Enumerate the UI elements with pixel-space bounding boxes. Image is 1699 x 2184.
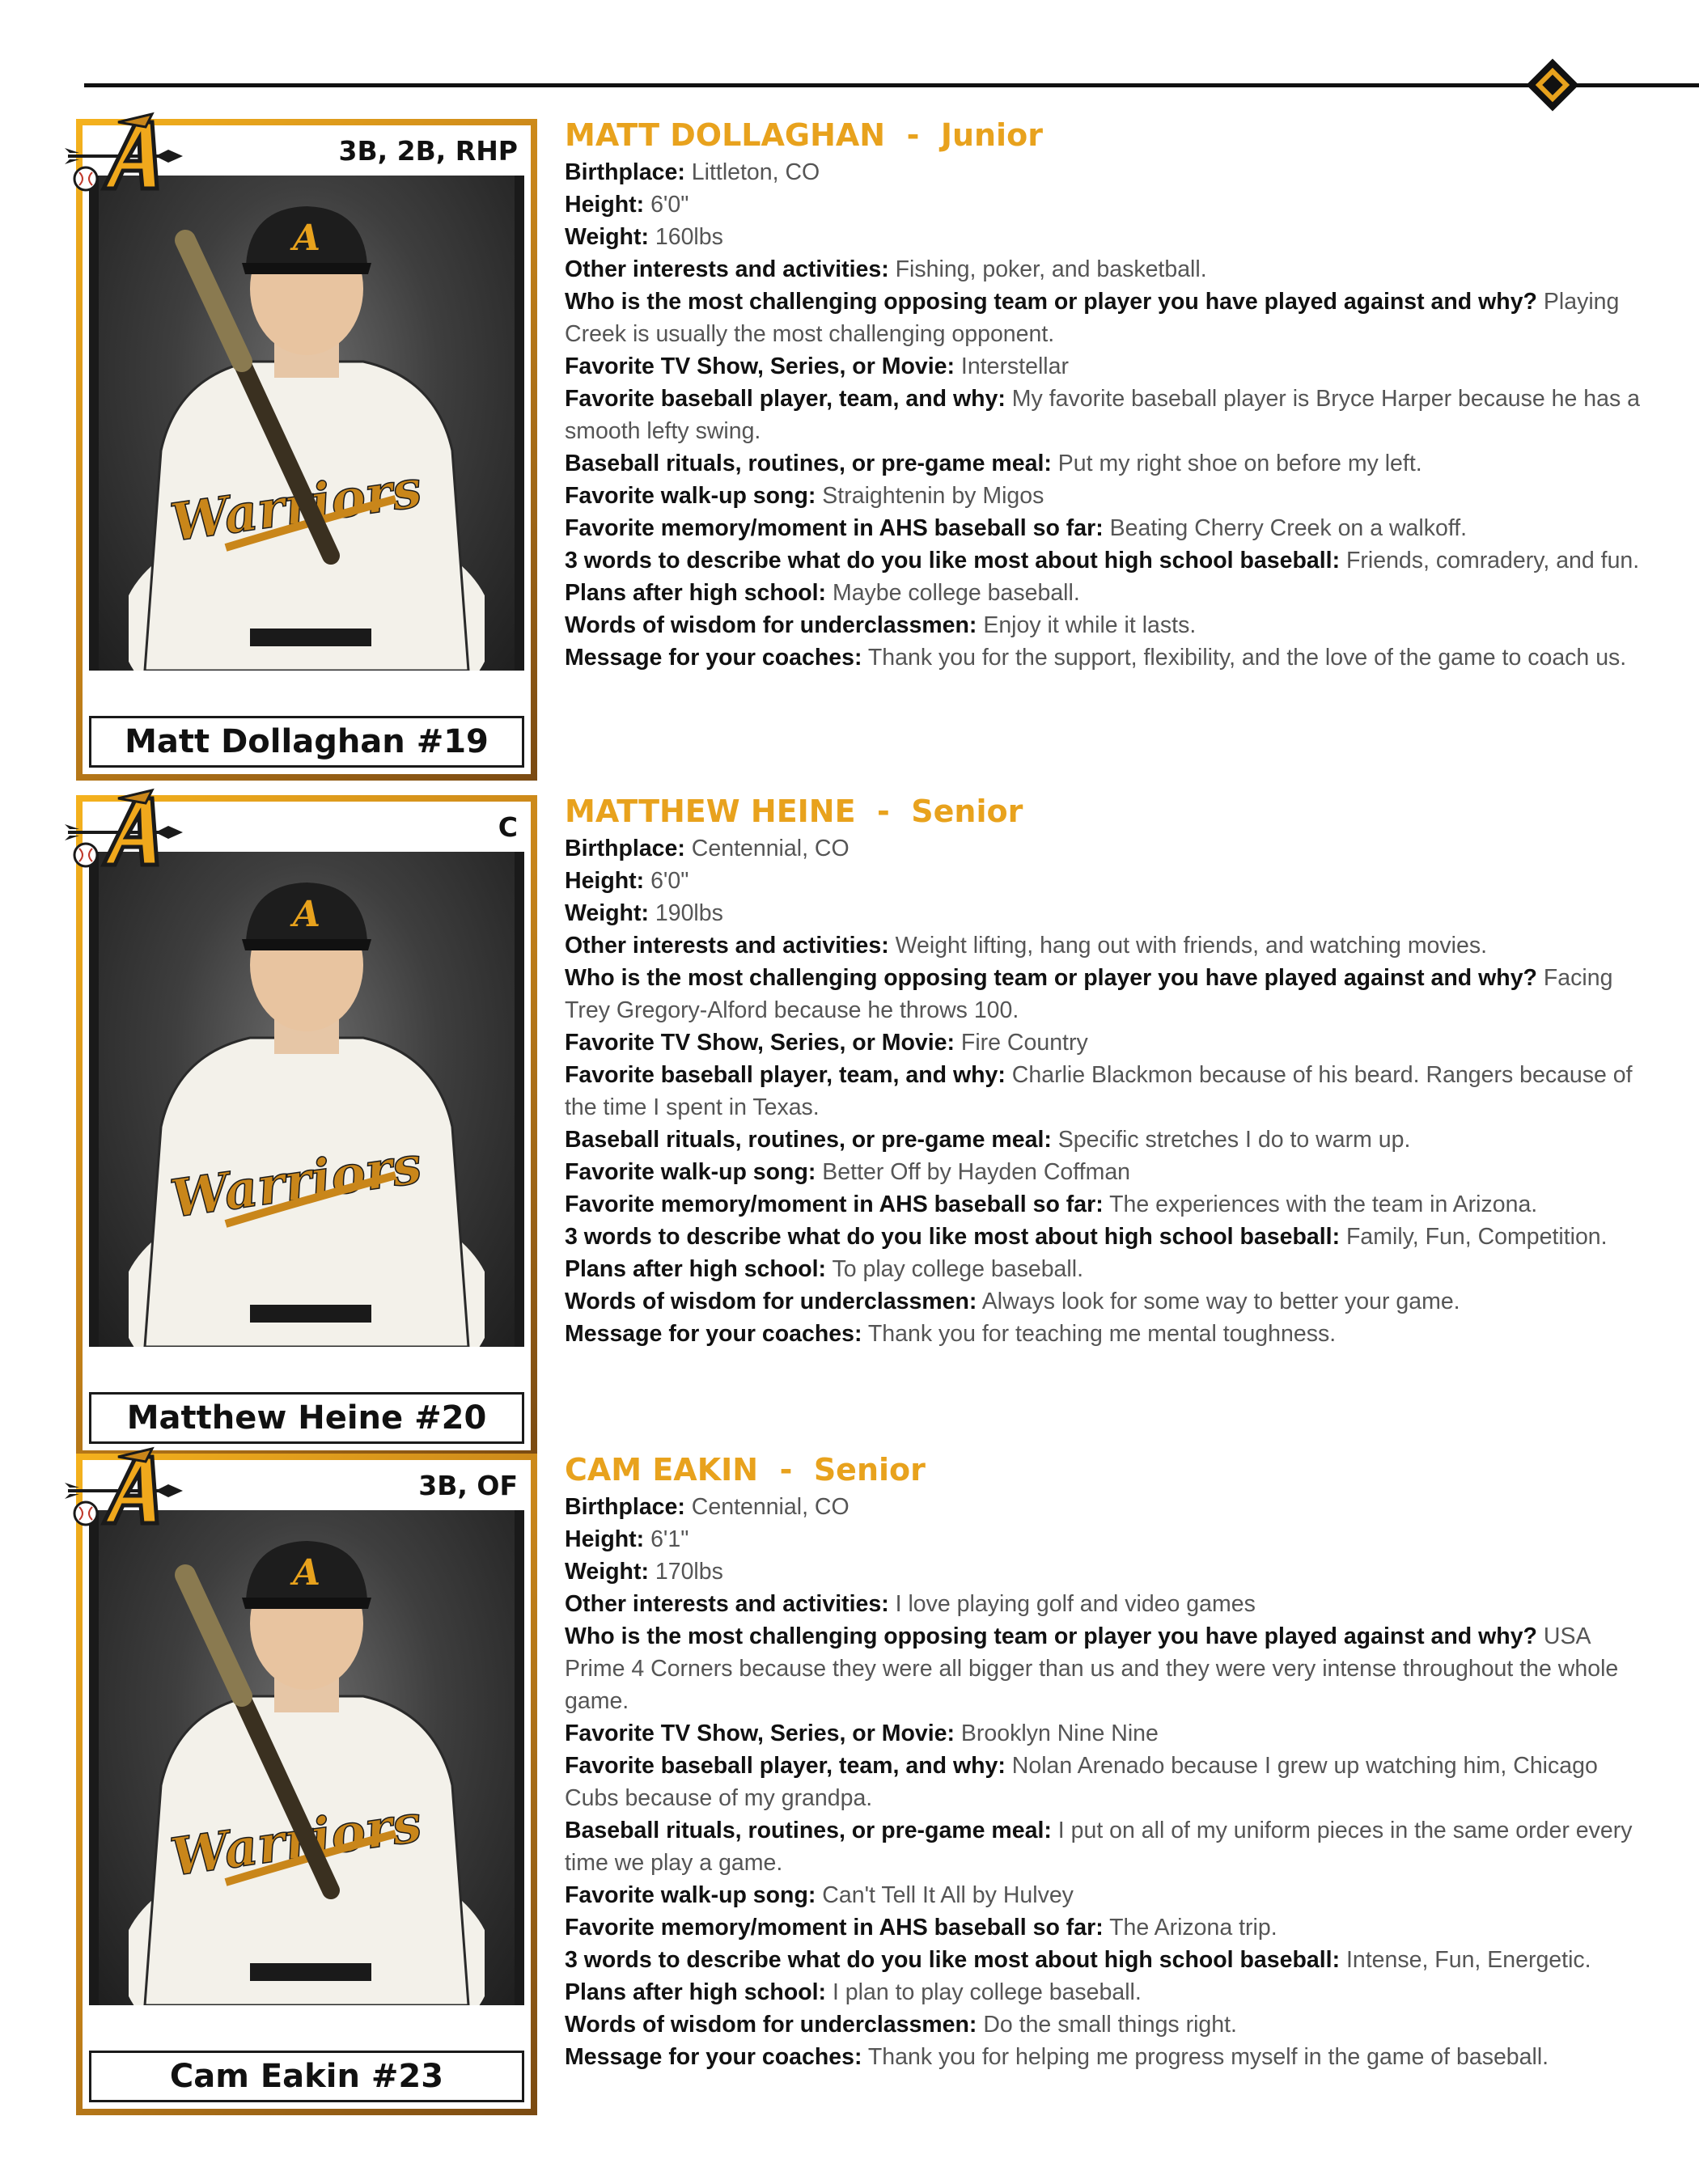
answer-text: Thank you for teaching me mental toughness. — [867, 1321, 1337, 1347]
question-label: Baseball rituals, routines, or pre-game meal: — [565, 451, 1052, 476]
answer-text: 160lbs — [655, 224, 723, 250]
answer-text: Maybe college baseball. — [832, 580, 1080, 606]
answer-text: Specific stretches I do to warm up. — [1057, 1127, 1411, 1153]
question-label: Message for your coaches: — [565, 1321, 862, 1347]
player-info — [565, 795, 1641, 1350]
question-label: Birthplace: — [565, 159, 685, 185]
answer-text: I love playing golf and video games — [895, 1591, 1256, 1617]
qa-row — [565, 929, 1641, 962]
answer-text: Thank you for helping me progress myself in the game of baseball. — [867, 2044, 1549, 2070]
player-photo — [129, 1510, 485, 2005]
qa-row — [565, 1253, 1641, 1285]
heading-separator: - — [866, 794, 901, 829]
heading-separator: - — [896, 117, 930, 153]
qa-row — [565, 2008, 1641, 2041]
question-label: Height: — [565, 192, 645, 218]
qa-row — [565, 188, 1641, 221]
question-label: Words of wisdom for underclassmen: — [565, 2012, 977, 2038]
player-heading-name: MATTHEW HEINE — [565, 794, 856, 829]
qa-row — [565, 480, 1641, 512]
question-label: Who is the most challenging opposing team or player you have played against and why? — [565, 289, 1537, 315]
question-label: Baseball rituals, routines, or pre-game meal: — [565, 1127, 1052, 1153]
answer-text: The experiences with the team in Arizona. — [1109, 1191, 1538, 1217]
card-nameplate — [89, 716, 524, 768]
question-label: Plans after high school: — [565, 1256, 827, 1282]
question-label: Baseball rituals, routines, or pre-game meal: — [565, 1818, 1052, 1843]
jersey-text: Warriors — [167, 1134, 426, 1230]
question-label: Other interests and activities: — [565, 256, 889, 282]
answer-text: Straightenin by Migos — [822, 483, 1044, 509]
player-heading-name: CAM EAKIN — [565, 1452, 759, 1488]
question-label: Favorite baseball player, team, and why: — [565, 1753, 1006, 1779]
answer-text: Centennial, CO — [691, 1494, 850, 1520]
answer-text: 190lbs — [655, 900, 723, 926]
player-info — [565, 1454, 1641, 2073]
qa-row — [565, 1976, 1641, 2008]
answer-text: Littleton, CO — [691, 159, 820, 185]
card-player-name: Cam Eakin #23 — [169, 2058, 444, 2095]
qa-row — [565, 865, 1641, 897]
qa-row — [565, 1124, 1641, 1156]
answer-text: To play college baseball. — [832, 1256, 1083, 1282]
answer-text: Family, Fun, Competition. — [1345, 1224, 1608, 1250]
answer-text: I plan to play college baseball. — [832, 1979, 1142, 2005]
qa-row — [565, 447, 1641, 480]
qa-row — [565, 1620, 1641, 1717]
school-logo-icon — [61, 784, 191, 873]
player-info — [565, 119, 1641, 674]
qa-row — [565, 544, 1641, 577]
answer-text: Better Off by Hayden Coffman — [822, 1159, 1131, 1185]
answer-text: Fire Country — [960, 1030, 1088, 1056]
player-position: C — [498, 811, 518, 843]
card-player-name: Matt Dollaghan #19 — [125, 723, 489, 760]
question-label: Favorite memory/moment in AHS baseball so far: — [565, 1915, 1104, 1941]
qa-row — [565, 577, 1641, 609]
answer-text: Facing Trey Gregory-Alford because he throws 100. — [565, 965, 1613, 1023]
answer-text: Nolan Arenado because I grew up watching him, Chicago Cubs because of my grandpa. — [565, 1753, 1598, 1811]
question-label: Favorite walk-up song: — [565, 1882, 816, 1908]
qa-row — [565, 1944, 1641, 1976]
question-label: Favorite baseball player, team, and why: — [565, 1062, 1006, 1088]
qa-row — [565, 962, 1641, 1026]
question-label: Birthplace: — [565, 1494, 685, 1520]
player-heading-name: MATT DOLLAGHAN — [565, 117, 886, 153]
qa-row — [565, 1059, 1641, 1124]
qa-row — [565, 1188, 1641, 1221]
question-label: Height: — [565, 1526, 645, 1552]
qa-row — [565, 2041, 1641, 2073]
answer-text: Enjoy it while it lasts. — [983, 612, 1197, 638]
answer-text: 170lbs — [655, 1559, 723, 1585]
qa-row — [565, 253, 1641, 286]
player-position: 3B, 2B, RHP — [338, 135, 518, 167]
question-label: Height: — [565, 868, 645, 894]
question-label: Favorite TV Show, Series, or Movie: — [565, 353, 955, 379]
card-player-name: Matthew Heine #20 — [126, 1399, 487, 1437]
answer-text: Beating Cherry Creek on a walkoff. — [1109, 515, 1468, 541]
answer-text: Weight lifting, hang out with friends, and watching movies. — [895, 933, 1488, 959]
answer-text: Interstellar — [960, 353, 1069, 379]
answer-text: Always look for some way to better your game. — [981, 1289, 1460, 1314]
answer-text: My favorite baseball player is Bryce Harper because he has a smooth lefty swing. — [565, 386, 1641, 444]
qa-row — [565, 897, 1641, 929]
qa-row — [565, 286, 1641, 350]
svg-text:A: A — [292, 1552, 321, 1594]
answer-text: Thank you for the support, flexibility, and the love of the game to coach us. — [867, 645, 1627, 671]
qa-row — [565, 512, 1641, 544]
answer-text: The Arizona trip. — [1109, 1915, 1277, 1941]
qa-row — [565, 1156, 1641, 1188]
qa-row — [565, 641, 1641, 674]
question-label: Favorite walk-up song: — [565, 483, 816, 509]
player-class-year: Junior — [940, 117, 1043, 153]
photo-frame — [89, 852, 524, 1347]
question-label: Favorite baseball player, team, and why: — [565, 386, 1006, 412]
player-position: 3B, OF — [418, 1470, 518, 1501]
player-photo — [129, 852, 485, 1347]
school-logo-icon — [61, 108, 191, 197]
question-label: Who is the most challenging opposing team or player you have played against and why? — [565, 965, 1537, 991]
player-card — [76, 119, 537, 781]
question-label: 3 words to describe what do you like most about high school baseball: — [565, 548, 1341, 574]
qa-row — [565, 1285, 1641, 1318]
question-label: Plans after high school: — [565, 1979, 827, 2005]
player-heading — [565, 792, 1641, 831]
question-label: Who is the most challenging opposing team or player you have played against and why? — [565, 1623, 1537, 1649]
question-label: Plans after high school: — [565, 580, 827, 606]
question-label: Birthplace: — [565, 836, 685, 861]
qa-row — [565, 221, 1641, 253]
question-label: Favorite TV Show, Series, or Movie: — [565, 1030, 955, 1056]
qa-row — [565, 1879, 1641, 1911]
svg-text:A: A — [292, 894, 321, 935]
player-class-year: Senior — [813, 1452, 926, 1488]
question-label: Message for your coaches: — [565, 2044, 862, 2070]
answer-text: Do the small things right. — [983, 2012, 1237, 2038]
player-card — [76, 1454, 537, 2115]
question-label: 3 words to describe what do you like most about high school baseball: — [565, 1947, 1341, 1973]
question-label: Favorite walk-up song: — [565, 1159, 816, 1185]
question-label: Weight: — [565, 900, 649, 926]
answer-text: Friends, comradery, and fun. — [1345, 548, 1640, 574]
school-logo-icon — [61, 1442, 191, 1531]
question-label: Weight: — [565, 1559, 649, 1585]
card-nameplate — [89, 1392, 524, 1444]
card-nameplate — [89, 2051, 524, 2102]
qa-row — [565, 156, 1641, 188]
qa-row — [565, 350, 1641, 383]
qa-row — [565, 1750, 1641, 1814]
answer-text: 6'0" — [650, 868, 689, 894]
question-label: Favorite memory/moment in AHS baseball so far: — [565, 515, 1104, 541]
question-label: Message for your coaches: — [565, 645, 862, 671]
question-label: Favorite memory/moment in AHS baseball so far: — [565, 1191, 1104, 1217]
photo-frame — [89, 176, 524, 671]
answer-text: I put on all of my uniform pieces in the same order every time we play a game. — [565, 1818, 1633, 1876]
qa-row — [565, 383, 1641, 447]
player-heading — [565, 116, 1641, 154]
answer-text: Put my right shoe on before my left. — [1057, 451, 1422, 476]
answer-text: Centennial, CO — [691, 836, 850, 861]
qa-row — [565, 609, 1641, 641]
question-label: 3 words to describe what do you like most about high school baseball: — [565, 1224, 1341, 1250]
jersey-text: Warriors — [167, 1792, 426, 1889]
question-label: Words of wisdom for underclassmen: — [565, 612, 977, 638]
qa-row — [565, 1717, 1641, 1750]
answer-text: USA Prime 4 Corners because they were all bigger than us and they were very intense throughout the whole game. — [565, 1623, 1619, 1714]
player-heading — [565, 1450, 1641, 1489]
answer-text: Brooklyn Nine Nine — [960, 1721, 1159, 1746]
photo-frame — [89, 1510, 524, 2005]
answer-text: Intense, Fun, Energetic. — [1345, 1947, 1591, 1973]
qa-row — [565, 1555, 1641, 1588]
answer-text: 6'1" — [650, 1526, 689, 1552]
svg-text:A: A — [292, 218, 321, 259]
answer-text: Charlie Blackmon because of his beard. Rangers because of the time I spent in Texas. — [565, 1062, 1633, 1120]
qa-row — [565, 1588, 1641, 1620]
qa-row — [565, 1491, 1641, 1523]
qa-row — [565, 1026, 1641, 1059]
header-rule — [84, 83, 1699, 87]
player-class-year: Senior — [911, 794, 1023, 829]
question-label: Weight: — [565, 224, 649, 250]
player-card — [76, 795, 537, 1457]
answer-text: Can't Tell It All by Hulvey — [822, 1882, 1074, 1908]
qa-row — [565, 1318, 1641, 1350]
question-label: Other interests and activities: — [565, 933, 889, 959]
question-label: Favorite TV Show, Series, or Movie: — [565, 1721, 955, 1746]
answer-text: Fishing, poker, and basketball. — [895, 256, 1207, 282]
qa-row — [565, 1814, 1641, 1879]
player-photo — [129, 176, 485, 671]
question-label: Words of wisdom for underclassmen: — [565, 1289, 977, 1314]
qa-row — [565, 1523, 1641, 1555]
diamond-icon — [1527, 59, 1578, 111]
answer-text: Playing Creek is usually the most challenging opponent. — [565, 289, 1620, 347]
qa-row — [565, 1911, 1641, 1944]
question-label: Other interests and activities: — [565, 1591, 889, 1617]
qa-row — [565, 832, 1641, 865]
qa-row — [565, 1221, 1641, 1253]
heading-separator: - — [769, 1452, 803, 1488]
jersey-text: Warriors — [167, 458, 426, 554]
answer-text: 6'0" — [650, 192, 689, 218]
